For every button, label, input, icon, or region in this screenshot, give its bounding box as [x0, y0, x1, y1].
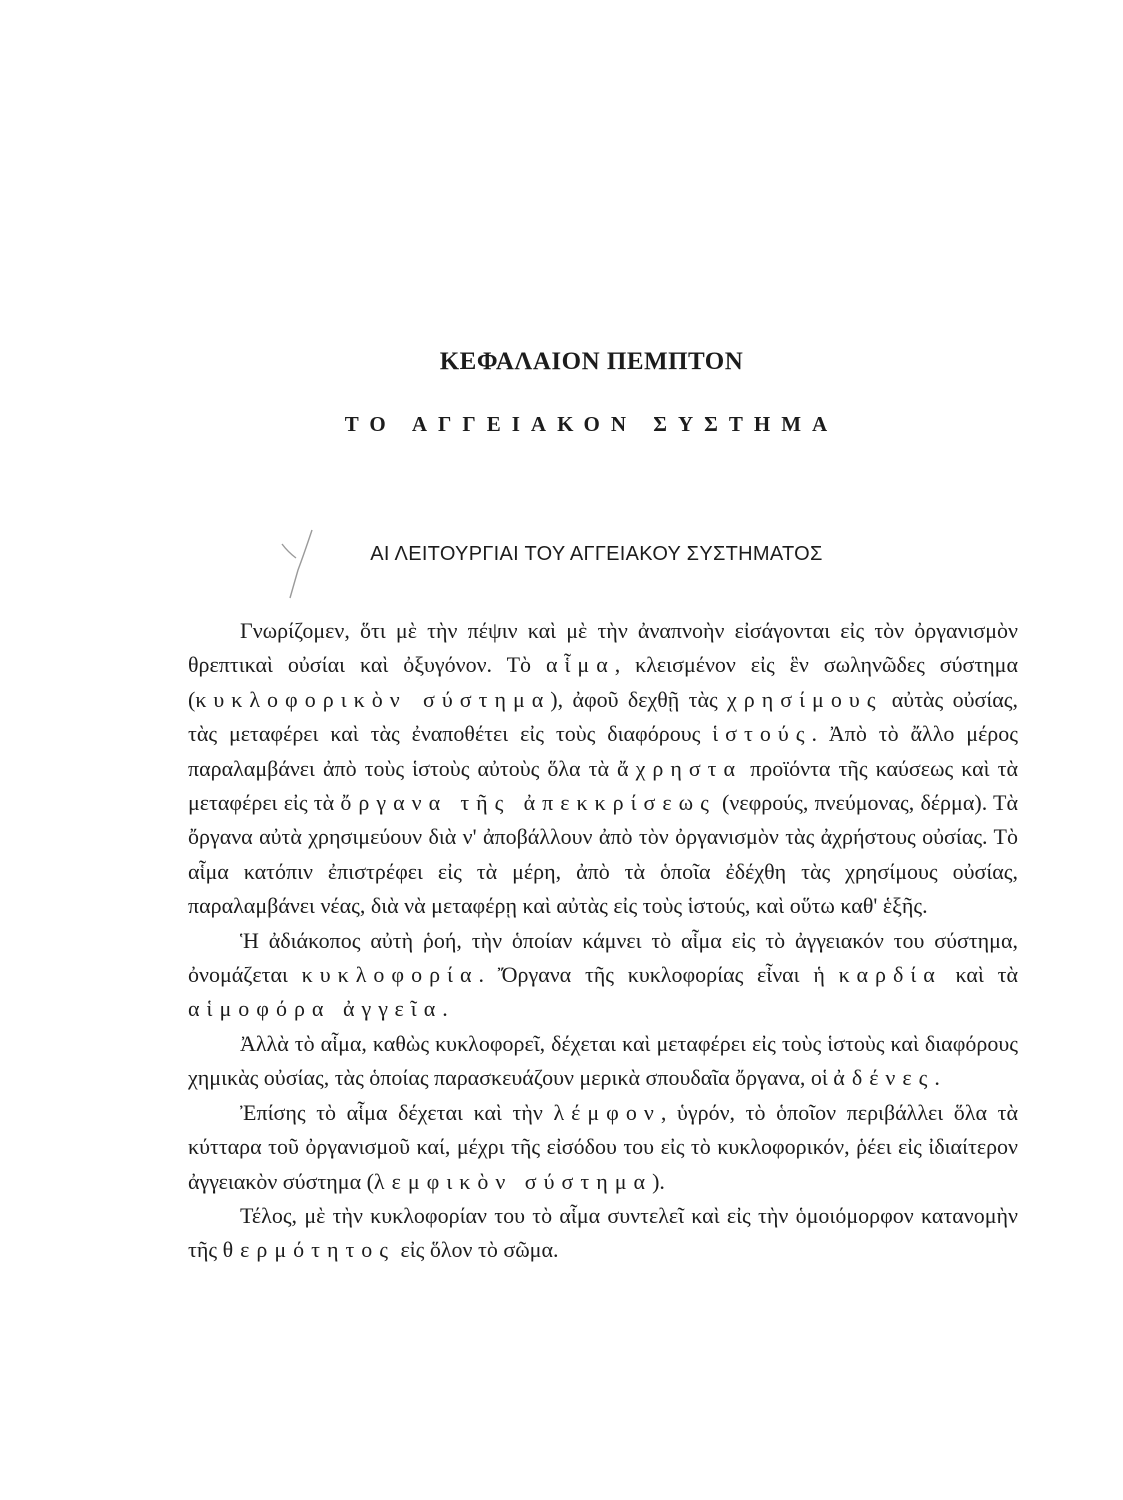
spaced-term: ἄχρηστα — [617, 755, 743, 781]
text-run: (νεφρούς, πνεύμονας, δέρμα). Τὰ ὄργανα αὐτὰ χρησιμεύουν διὰ ν' ἀποβάλλουν ἀπὸ τὸν ὀργανισμὸν τὰς ἀχρήστους οὐσίας. Τὸ αἷμα κατόπιν ἐπιστρέφει εἰς τὰ μέρη, ἀπὸ τὰ ὁποῖα ἐδέχθη τὰς χρησίμους οὐσίας, παραλαμβάνει νέας, διὰ νὰ μεταφέρῃ καὶ αὐτὰς εἰς τοὺς ἱστούς, καὶ οὕτω καθ' ἑξῆς. — [188, 790, 1018, 919]
spaced-term: κυκλοφορικὸν σύστημα — [195, 686, 551, 712]
system-title: ΤΟ ΑΓΓΕΙΑΚΟΝ ΣΥΣΤΗΜΑ — [344, 412, 839, 436]
text-run: , κλεισμένον εἰς ἓν σωληνῶδες σύστημα ( — [188, 652, 1018, 712]
text-run: ), ἀφοῦ δεχθῇ τὰς — [550, 686, 728, 712]
text-run: καὶ τὰ — [941, 962, 1018, 988]
spaced-term: ἀδένες — [833, 1065, 935, 1091]
spaced-term: λεμφικὸν σύστημα — [373, 1168, 653, 1194]
spaced-term: κυκλοφορία — [301, 962, 479, 988]
spaced-term: αἷμα — [545, 652, 615, 678]
text-run: Ἐπίσης τὸ αἷμα δέχεται καὶ τὴν — [240, 1099, 554, 1125]
body-text — [188, 614, 1018, 1268]
spaced-term: χρησίμους — [727, 686, 883, 712]
text-run: Ἀλλὰ τὸ αἷμα, καθὼς κυκλοφορεῖ, δέχεται καὶ μεταφέρει εἰς τοὺς ἱστοὺς καὶ διαφόρους χημικὰς οὐσίας, τὰς ὁποίας παρασκευάζουν μερικὰ σπουδαῖα ὄργανα, οἱ — [188, 1030, 1018, 1091]
paragraph — [188, 1027, 1018, 1096]
text-run: αὐτὰς οὐσίας, τὰς μεταφέρει καὶ τὰς ἐναποθέτει εἰς τοὺς διαφόρους — [188, 686, 1018, 747]
text-run: εἰς ὅλον τὸ σῶμα. — [395, 1237, 559, 1263]
text-run: προϊόντα τῆς καύσεως καὶ τὰ μεταφέρει εἰς τὰ — [188, 755, 1018, 816]
spaced-term: αἱμοφόρα ἀγγεῖα — [188, 996, 443, 1022]
paragraph — [188, 924, 1018, 1027]
text-run: , ὑγρόν, τὸ ὁποῖον περιβάλλει ὅλα τὰ κύτταρα τοῦ ὀργανισμοῦ καί, μέχρι τῆς εἰσόδου του εἰς τὸ κυκλοφορικόν, ῥέει εἰς ἰδιαίτερον ἀγγειακὸν σύστημα ( — [188, 1099, 1018, 1194]
text-run: . Ἀπὸ τὸ ἄλλο μέρος παραλαμβάνει ἀπὸ τοὺς ἱστοὺς αὐτοὺς ὅλα τὰ — [188, 721, 1018, 781]
spaced-term: λέμφον — [553, 1099, 661, 1125]
paragraph — [188, 1096, 1018, 1199]
text-run: . Ὄργανα τῆς κυκλοφορίας εἶναι ἡ — [478, 962, 839, 988]
spaced-term: ἱστούς — [712, 721, 812, 747]
chapter-title: ΚΕΦΑΛΑΙΟΝ ΠΕΜΠΤΟΝ — [439, 348, 744, 375]
text-run: ). — [652, 1168, 665, 1194]
text-run: . — [442, 996, 448, 1022]
section-title: ΑΙ ΛΕΙΤΟΥΡΓΙΑΙ ΤΟΥ ΑΓΓΕΙΑΚΟΥ ΣΥΣΤΗΜΑΤΟΣ — [370, 543, 823, 565]
paragraph — [188, 1199, 1018, 1268]
spaced-term: ὄργανα τῆς ἀπεκκρίσεως — [340, 790, 716, 816]
spaced-term: θερμότητος — [222, 1237, 396, 1263]
text-run: Γνωρίζομεν, ὅτι μὲ τὴν πέψιν καὶ μὲ τὴν ἀναπνοὴν εἰσάγονται εἰς τὸν ὀργανισμὸν θρεπτικαὶ οὐσίαι καὶ ὀξυγόνον. Τὸ — [188, 618, 1018, 678]
text-run: Ἡ ἀδιάκοπος αὐτὴ ῥοή, τὴν ὁποίαν κάμνει τὸ αἷμα εἰς τὸ ἀγγειακόν του σύστημα, ὀνομάζεται — [188, 927, 1018, 988]
text-run: . — [934, 1065, 940, 1091]
spaced-term: καρδία — [838, 962, 942, 988]
paragraph — [188, 614, 1018, 924]
text-run: Τέλος, μὲ τὴν κυκλοφορίαν του τὸ αἷμα συντελεῖ καὶ εἰς τὴν ὁμοιόμορφον κατανομὴν τῆς — [188, 1202, 1018, 1263]
